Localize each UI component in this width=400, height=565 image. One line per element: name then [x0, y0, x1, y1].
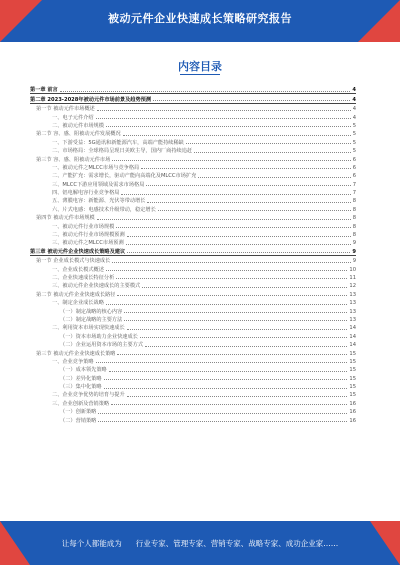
toc-entry[interactable]	[30, 323, 356, 331]
toc-entry-page: 5	[352, 122, 356, 129]
toc-entry[interactable]	[30, 289, 356, 297]
toc-entry-label: 三、被动元件企业快速成长的主要模式	[52, 283, 141, 290]
toc-dot-leader	[112, 262, 350, 263]
toc-dot-leader	[186, 143, 351, 144]
page-footer	[0, 521, 400, 565]
toc-entry-label: （一）成本领先策略	[60, 367, 107, 374]
toc-entry-label: 第三节 容、感、阻被动元件市场	[36, 156, 111, 163]
toc-entry[interactable]	[30, 238, 356, 246]
toc-dot-leader	[98, 421, 347, 422]
toc-entry-label: （二）制定战略的主要方法	[60, 316, 123, 323]
toc-entry-page: 8	[352, 223, 356, 230]
toc-entry-page: 6	[352, 173, 356, 180]
report-title: 被动元件企业快速成长策略研究报告	[108, 12, 292, 25]
toc-entry-label: 第一节 企业成长模式与快速成长	[36, 258, 111, 265]
toc-entry-page: 15	[349, 375, 356, 382]
toc-dot-leader	[198, 177, 350, 178]
toc-entry-label: 一、下游受益：5G通讯和新能源汽车，高端产能持续稀缺	[52, 139, 184, 146]
footer-slogan-list: 行业专家、管理专家、营销专家、战略专家、成功企业家……	[135, 539, 339, 548]
toc-entry[interactable]	[30, 171, 356, 179]
toc-entry-label: 一、被动元件之MLCC市场与竞争格局	[52, 164, 140, 171]
toc-entry-label: 三、MLCC下游应用领域及需求市场格局	[52, 181, 145, 188]
toc-entry[interactable]	[30, 129, 356, 137]
toc-entry[interactable]	[30, 94, 356, 103]
toc-entry-label: （二）差异化策略	[60, 375, 102, 382]
toc-dot-leader	[106, 304, 348, 305]
toc-entry-page: 15	[349, 358, 356, 365]
toc-entry[interactable]	[30, 415, 356, 423]
toc-dot-leader	[142, 287, 347, 288]
toc-entry-label: 二、市场格局：全球格局呈现日美欧主导，国内厂商持续追赶	[52, 148, 193, 155]
toc-entry[interactable]	[30, 306, 356, 314]
toc-dot-leader	[127, 252, 350, 253]
toc-dot-leader	[121, 194, 350, 195]
toc-dot-leader	[104, 379, 348, 380]
toc-entry[interactable]	[30, 146, 356, 154]
toc-entry-page: 6	[352, 164, 356, 171]
toc-dot-leader	[147, 202, 350, 203]
toc-heading: 内容目录	[178, 60, 222, 73]
toc-entry-label: 二、被动元件市场规模	[52, 122, 104, 129]
toc-dot-leader	[112, 160, 350, 161]
toc-entry-page: 15	[349, 384, 356, 391]
toc-entry[interactable]	[30, 246, 356, 255]
toc-entry-label: 一、被动元件行业市场规模	[52, 223, 115, 230]
toc-entry-page: 4	[352, 106, 356, 113]
page-header	[0, 0, 400, 42]
toc-entry[interactable]	[30, 121, 356, 129]
toc-dot-leader	[194, 152, 351, 153]
toc-entry[interactable]	[30, 104, 356, 112]
toc-entry-page: 8	[352, 215, 356, 222]
toc-entry-label: 二、利用资本市场实现快速成长	[52, 325, 125, 332]
toc-entry-label: 一、企业成长模式概述	[52, 266, 104, 273]
toc-entry-label: 二、企业快速成长特征分析	[52, 274, 115, 281]
toc-entry[interactable]	[30, 256, 356, 264]
toc-heading-underline	[180, 74, 220, 75]
toc-entry-label: （二）企业运用资本市场的主要方式	[60, 342, 144, 349]
toc-entry[interactable]	[30, 196, 356, 204]
toc-dot-leader	[146, 185, 350, 186]
toc-entry-label: 第三章 被动元件企业快速成长策略及建议	[30, 248, 126, 255]
toc-entry-label: （一）制定战略的核心内容	[60, 308, 123, 315]
toc-entry-label: 第三节 被动元件企业快速成长策略	[36, 350, 116, 357]
toc-dot-leader	[127, 236, 351, 237]
toc-entry-label: 第一节 被动元件市场概述	[36, 106, 95, 113]
toc-entry-page: 13	[349, 316, 356, 323]
toc-entry-label: 三、企业创新及营销策略	[52, 400, 110, 407]
toc-entry-page: 7	[352, 190, 356, 197]
toc-entry-label: 一、企业竞争策略	[52, 358, 94, 365]
toc-dot-leader	[153, 100, 350, 101]
toc-entry[interactable]	[30, 407, 356, 415]
toc-entry[interactable]	[30, 390, 356, 398]
toc-dot-leader	[117, 295, 347, 296]
toc-entry[interactable]	[30, 315, 356, 323]
toc-entry-label: （二）营销策略	[60, 417, 97, 424]
toc-entry-label: 三、被动元件之MLCC市场预测	[52, 240, 124, 247]
toc-entry-label: （一）资本市场助力企业快速成长	[60, 333, 138, 340]
toc-entry[interactable]	[30, 340, 356, 348]
toc-entry-label: 一、制定企业成长战略	[52, 300, 104, 307]
toc-dot-leader	[158, 210, 351, 211]
toc-entry-page: 16	[349, 400, 356, 407]
toc-entry[interactable]	[30, 348, 356, 356]
toc-entry-page: 9	[352, 240, 356, 247]
toc-dot-leader	[140, 337, 348, 338]
toc-entry-page: 14	[349, 333, 356, 340]
toc-entry-label: （三）集中化策略	[60, 384, 102, 391]
toc-dot-leader	[109, 371, 348, 372]
toc-dot-leader	[127, 396, 348, 397]
toc-entry[interactable]	[30, 373, 356, 381]
toc-dot-leader	[111, 404, 347, 405]
toc-entry-page: 6	[352, 156, 356, 163]
toc-entry-page: 7	[352, 181, 356, 188]
toc-entry-page: 16	[349, 417, 356, 424]
toc-entry[interactable]	[30, 163, 356, 171]
toc-entry-page: 5	[352, 139, 356, 146]
toc-entry-page: 15	[349, 392, 356, 399]
toc-entry-page: 15	[349, 367, 356, 374]
toc-dot-leader	[96, 118, 351, 119]
toc-entry[interactable]	[30, 112, 356, 120]
toc-dot-leader	[116, 278, 347, 279]
toc-entry[interactable]	[30, 398, 356, 406]
toc-entry-page: 4	[352, 96, 356, 103]
toc-entry-label: 第四节 被动元件市场规模	[36, 215, 95, 222]
toc-entry-page: 13	[349, 308, 356, 315]
toc-entry-label: 二、企业竞争优势的培育与提升	[52, 392, 125, 399]
toc-entry-page: 8	[352, 232, 356, 239]
toc-dot-leader	[97, 219, 351, 220]
toc-dot-leader	[60, 91, 351, 92]
toc-entry[interactable]	[30, 264, 356, 272]
toc-dot-leader	[127, 329, 348, 330]
toc-entry[interactable]	[30, 221, 356, 229]
toc-entry-page: 12	[349, 283, 356, 290]
toc-entry-page: 4	[352, 87, 356, 94]
toc-entry-page: 10	[349, 266, 356, 273]
toc-entry-page: 16	[349, 409, 356, 416]
toc-entry-label: 五、薄膜电容：新能源、光伏等带动增长	[52, 198, 146, 205]
toc-dot-leader	[117, 354, 347, 355]
toc-entry[interactable]	[30, 273, 356, 281]
toc-entry-label: 二、产能扩充：需求增长，驱动产能向高端化及MLCC市场扩充	[52, 173, 197, 180]
toc-entry[interactable]	[30, 204, 356, 212]
toc-entry[interactable]	[30, 382, 356, 390]
toc-entry-page: 4	[352, 114, 356, 121]
toc-entry-page: 14	[349, 325, 356, 332]
toc-entry[interactable]	[30, 298, 356, 306]
toc-entry-page: 5	[352, 148, 356, 155]
toc-dot-leader	[97, 110, 351, 111]
toc-entry-label: 第二节 被动元件企业快速成长路径	[36, 291, 116, 298]
toc-entry-page: 8	[352, 206, 356, 213]
toc-entry[interactable]	[30, 213, 356, 221]
table-of-contents	[30, 85, 356, 424]
toc-dot-leader	[104, 388, 348, 389]
toc-dot-leader	[116, 227, 350, 228]
toc-entry-page: 13	[349, 300, 356, 307]
toc-entry[interactable]	[30, 230, 356, 238]
toc-entry-page: 13	[349, 291, 356, 298]
toc-dot-leader	[126, 244, 351, 245]
toc-entry-page: 14	[349, 342, 356, 349]
toc-entry[interactable]	[30, 357, 356, 365]
toc-entry-label: （一）创新策略	[60, 409, 97, 416]
toc-entry-label: 四、铝电解电容行业竞争格局	[52, 190, 120, 197]
toc-dot-leader	[124, 312, 347, 313]
footer-slogan-lead: 让每个人都能成为	[61, 539, 122, 548]
toc-dot-leader	[124, 320, 347, 321]
toc-entry[interactable]	[30, 154, 356, 162]
toc-entry-page: 9	[352, 248, 356, 255]
toc-entry-page: 8	[352, 198, 356, 205]
footer-slogan	[0, 538, 400, 549]
toc-entry-page: 5	[352, 131, 356, 138]
toc-entry-page: 15	[349, 350, 356, 357]
toc-dot-leader	[106, 270, 348, 271]
toc-entry-label: 一、电子元件介绍	[52, 114, 94, 121]
toc-entry-page: 11	[349, 274, 356, 281]
toc-entry-label: 第二章 2023-2028年被动元件市场前景及趋势预测	[30, 96, 152, 103]
toc-entry[interactable]	[30, 137, 356, 145]
toc-dot-leader	[98, 413, 347, 414]
toc-entry[interactable]	[30, 188, 356, 196]
toc-entry[interactable]	[30, 281, 356, 289]
toc-dot-leader	[106, 126, 351, 127]
toc-entry[interactable]	[30, 85, 356, 94]
toc-entry-label: 第二节 容、感、阻被动元件发展概况	[36, 131, 121, 138]
toc-entry[interactable]	[30, 365, 356, 373]
toc-dot-leader	[145, 346, 347, 347]
toc-dot-leader	[96, 362, 348, 363]
toc-entry-label: 二、被动元件行业市场规模预测	[52, 232, 125, 239]
toc-entry-label: 六、片式电感：电感技术升级带动，稳定增长	[52, 206, 156, 213]
toc-entry[interactable]	[30, 179, 356, 187]
toc-entry-page: 9	[352, 258, 356, 265]
toc-dot-leader	[141, 168, 350, 169]
toc-entry-label: 第一章 前言	[30, 87, 58, 94]
toc-dot-leader	[123, 135, 351, 136]
toc-entry[interactable]	[30, 331, 356, 339]
